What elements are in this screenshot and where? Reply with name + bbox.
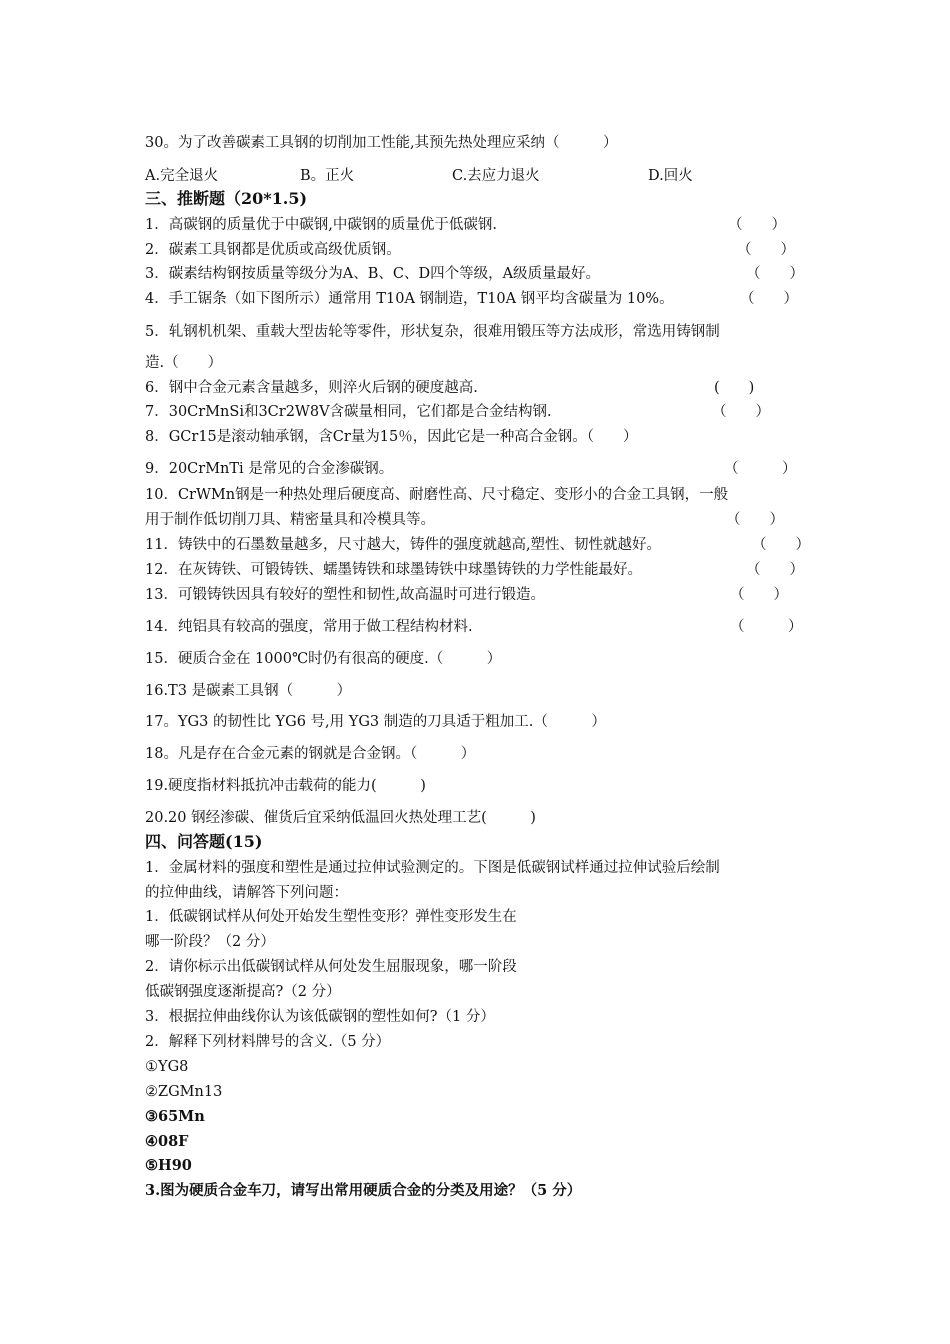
qa-line-6: 低碳钢强度逐渐提高?（2 分） — [145, 984, 341, 1000]
judgment-item-9-paren: （ ） — [724, 461, 797, 477]
judgment-item-1-paren: （ ） — [728, 217, 786, 233]
qa-line-2: 的拉伸曲线，请解答下列问题： — [145, 885, 348, 901]
judgment-item-4: 4．手工锯条（如下图所示）通常用 T10A 钢制造，T10A 钢平均含碳量为 10%。 — [145, 291, 674, 307]
judgment-item-10-cont: 用于制作低切削刀具、精密量具和冷模具等。 — [145, 512, 435, 528]
judgment-item-3: 3．碳素结构钢按质量等级分为A、B、C、D四个等级，A级质量最好。 — [145, 266, 601, 282]
judgment-item-18: 18。凡是存在合金元素的钢就是合金钢。（ ） — [145, 746, 476, 762]
question-30-text: 30。为了改善碳素工具钢的切削加工性能,其预先热处理应采纳（ ） — [145, 135, 618, 151]
judgment-item-12: 12．在灰铸铁、可锻铸铁、蠕墨铸铁和球墨铸铁中球墨铸铁的力学性能最好。 — [145, 562, 642, 578]
judgment-item-13: 13．可锻铸铁因具有较好的塑性和韧性,故高温时可进行锻造。 — [145, 587, 546, 603]
qa-line-5: 2．请你标示出低碳钢试样从何处发生屈服现象，哪一阶段 — [145, 959, 517, 975]
material-grade-3: ③65Mn — [145, 1108, 205, 1125]
qa-line-4: 哪一阶段？（2 分） — [145, 934, 275, 950]
judgment-item-10: 10．CrWMn钢是一种热处理后硬度高、耐磨性高、尺寸稳定、变形小的合金工具钢，一般 — [145, 487, 729, 503]
material-grade-5: ⑤H90 — [145, 1157, 192, 1174]
judgment-item-2: 2．碳素工具钢都是优质或高级优质钢。 — [145, 242, 401, 258]
judgment-item-5-cont: 造.（ ） — [145, 355, 223, 371]
judgment-item-6-paren: ( ) — [714, 380, 755, 396]
judgment-item-7-paren: （ ） — [712, 404, 770, 420]
q30-option-d: D.回火 — [648, 168, 693, 184]
qa-line-7: 3．根据拉伸曲线你认为该低碳钢的塑性如何?（1 分） — [145, 1009, 495, 1025]
judgment-item-11-paren: （ ） — [752, 537, 810, 553]
q30-option-a: A.完全退火 — [145, 168, 219, 184]
qa-line-3: 1．低碳钢试样从何处开始发生塑性变形？弹性变形发生在 — [145, 909, 517, 925]
material-grade-4: ④08F — [145, 1133, 189, 1150]
judgment-item-17: 17。YG3 的韧性比 YG6 号,用 YG3 制造的刀具适于粗加工.（ ） — [145, 714, 606, 730]
judgment-item-20: 20.20 钢经渗碳、催货后宜采纳低温回火热处理工艺( ) — [145, 810, 536, 826]
judgment-item-15: 15．硬质合金在 1000℃时仍有很高的硬度.（ ） — [145, 651, 502, 667]
section-4-heading: 四、问答题(15) — [145, 832, 263, 851]
judgment-item-10-paren: （ ） — [726, 512, 784, 528]
section-3-heading: 三、推断题（20*1.5) — [145, 189, 308, 208]
judgment-item-19: 19.硬度指材料抵抗冲击载荷的能力( ) — [145, 778, 426, 794]
judgment-item-13-paren: （ ） — [730, 587, 788, 603]
judgment-item-4-paren: （ ） — [740, 291, 798, 307]
judgment-item-14: 14．纯铝具有较高的强度，常用于做工程结构材料. — [145, 619, 473, 635]
judgment-item-1: 1．高碳钢的质量优于中碳钢,中碳钢的质量优于低碳钢. — [145, 217, 497, 233]
judgment-item-14-paren: （ ） — [730, 619, 803, 635]
judgment-item-11: 11．铸铁中的石墨数量越多，尺寸越大，铸件的强度就越高,塑性、韧性就越好。 — [145, 537, 662, 553]
judgment-item-7: 7．30CrMnSi和3Cr2W8V含碳量相同，它们都是合金结构钢. — [145, 404, 552, 420]
judgment-item-3-paren: （ ） — [746, 266, 804, 282]
q30-option-b: B。正火 — [300, 168, 355, 184]
judgment-item-9: 9．20CrMnTi 是常见的合金渗碳钢。 — [145, 461, 394, 477]
judgment-item-2-paren: （ ） — [737, 242, 795, 258]
judgment-item-16: 16.T3 是碳素工具钢（ ） — [145, 683, 352, 699]
q30-option-c: C.去应力退火 — [452, 168, 540, 184]
judgment-item-6: 6．钢中合金元素含量越多，则淬火后钢的硬度越高. — [145, 380, 478, 396]
judgment-item-5: 5．轧钢机机架、重载大型齿轮等零件，形状复杂，很难用锻压等方法成形，常选用铸钢制 — [145, 324, 720, 340]
qa-line-1: 1．金属材料的强度和塑性是通过拉伸试验测定的。下图是低碳钢试样通过拉伸试验后绘制 — [145, 860, 720, 876]
material-grade-2: ②ZGMn13 — [145, 1084, 223, 1100]
material-grade-1: ①YG8 — [145, 1059, 189, 1075]
qa-question-3: 3.图为硬质合金车刀，请写出常用硬质合金的分类及用途？（5 分） — [145, 1182, 582, 1199]
judgment-item-8: 8．GCr15是滚动轴承钢，含Cr量为15％，因此它是一种高合金钢。（ ） — [145, 429, 638, 445]
qa-line-8: 2．解释下列材料牌号的含义.（5 分） — [145, 1034, 391, 1050]
judgment-item-12-paren: （ ） — [746, 562, 804, 578]
